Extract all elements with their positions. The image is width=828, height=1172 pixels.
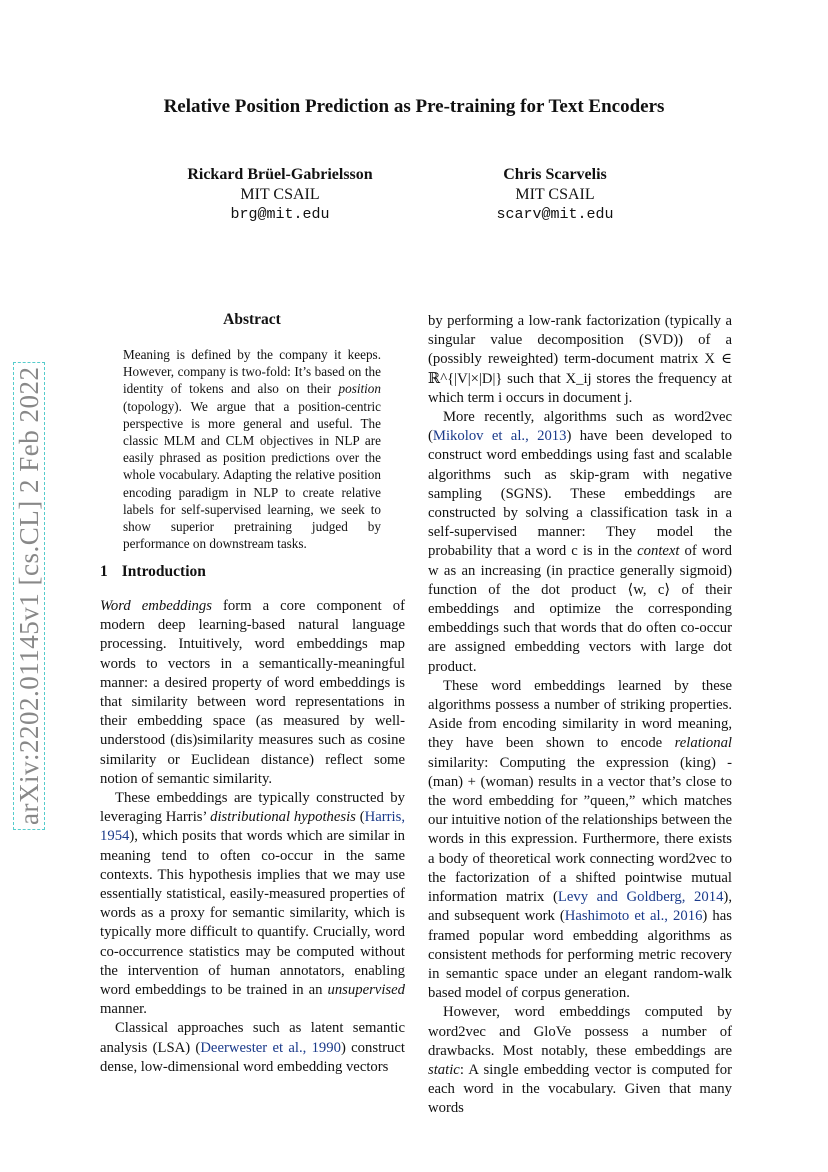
- arxiv-stamp-text: arXiv:2202.01145v1 [cs.CL] 2 Feb 2022: [13, 362, 45, 830]
- author-name: Chris Scarvelis: [503, 166, 607, 183]
- abstract-emphasis: position: [338, 381, 381, 397]
- author-email[interactable]: scarv@mit.edu: [496, 206, 614, 223]
- citation-link[interactable]: Mikolov et al., 2013: [432, 428, 567, 445]
- paragraph: [428, 408, 732, 677]
- paragraph: [100, 597, 405, 789]
- emphasis: Word embeddings: [100, 598, 212, 614]
- author-email[interactable]: brg@mit.edu: [230, 206, 330, 223]
- paragraph-text: ) construct dense, low-dimensional word embedding vectors: [100, 1039, 405, 1075]
- right-column: [428, 312, 732, 1119]
- paragraph-text: Classical approaches such as latent semantic analysis (LSA) (: [100, 1020, 405, 1056]
- section-number: 1: [100, 563, 108, 580]
- paragraph: [428, 1003, 732, 1118]
- paragraph: These embeddings are typically constructed by leveraging Harris’ distributional hypothesis (Harris, 1954), which posits that words which are similar in meaning tend to often co-occur in the same contexts. This hypothesis implies that we may use essentially statistical, easily-measured properties of words as a proxy for semantic similarity, which is typically more difficult to quantify. Crucially, word co-occurrence statistics may be computed without the intervention of human annotators, enabling word embeddings to be trained in an unsupervised manner.: [100, 790, 405, 1018]
- author-affiliation: MIT CSAIL: [515, 186, 595, 203]
- citation-link[interactable]: Levy and Goldberg, 2014: [557, 889, 724, 906]
- paragraph-text: ), and subsequent work (: [428, 889, 732, 925]
- paragraph: by performing a low-rank factorization (typically a singular value decomposition (SVD)) of a (possibly reweighted) term-document matrix X ∈ ℝ^{|V|×|D|} such that X_ij stores the frequency at which term i occurs in document j.: [428, 313, 732, 406]
- paragraph-text: ), which posits that words which are similar in meaning tend to often co-occur in the same contexts. This hypothesis implies that we may use essentially statistical, easily-measured properties of words as a proxy for semantic similarity, which is typically more difficult to quantify. Crucially, word co-occurrence statistics may be computed without the intervention of human annotators, enabling word embeddings to be trained in an: [100, 828, 405, 999]
- citation-link[interactable]: Deerwester et al., 1990: [200, 1039, 341, 1056]
- author-affiliation: MIT CSAIL: [240, 186, 320, 203]
- paper-title: Relative Position Prediction as Pre-training for Text Encoders: [163, 96, 665, 117]
- abstract-body: [123, 346, 381, 552]
- paragraph-text: ) has framed popular word embedding algorithms as consistent methods for performing metric recovery in semantic space under an elegant random-walk based model of corpus generation.: [428, 908, 732, 1002]
- paragraph-text: However, word embeddings computed by word2vec and GloVe possess a number of drawbacks. Most notably, these embeddings are: [428, 1004, 732, 1059]
- paragraph: [428, 677, 732, 1003]
- paragraph: [100, 1019, 405, 1077]
- paragraph-text: These word embeddings learned by these algorithms possess a number of striking properties. Aside from encoding similarity in word meaning, they have been shown to encode: [428, 677, 732, 752]
- paragraph-text: manner.: [100, 1001, 147, 1018]
- paragraph-text: similarity: Computing the expression (king) - (man) + (woman) results in a vector that’s close to the word embedding for ”queen,” which matches our intuitive notion of the relationships between the words in this expression. Furthermore, there exists a body of theoretical work connecting word2vec to the factorization of a shifted pointwise mutual information matrix (: [428, 754, 732, 906]
- paragraph-text: More recently, algorithms such as word2vec (: [428, 409, 732, 445]
- arxiv-stamp[interactable]: [14, 362, 45, 830]
- left-column: [100, 597, 405, 1077]
- paragraph-text: : A single embedding vector is computed for each word in the vocabulary. Given that many words: [428, 1061, 732, 1117]
- emphasis: distributional hypothesis: [210, 809, 356, 826]
- emphasis: relational: [674, 735, 732, 752]
- section-title: Introduction: [121, 563, 206, 580]
- author-block-1: [150, 165, 410, 225]
- emphasis: context: [637, 543, 680, 560]
- section-heading: [100, 563, 206, 581]
- author-name: Rickard Brüel-Gabrielsson: [187, 166, 373, 183]
- abstract-text-cont: (topology). We argue that a position-centric perspective is more general and useful. The classic MLM and CLM objectives in NLP are easily phrased as position predictions over the whole vocabulary. Adapting the relative position encoding paradigm in NLP to create relative labels for self-supervised learning, we seek to show superior pretraining judged by performance on downstream tasks.: [123, 398, 381, 552]
- emphasis: static: [428, 1061, 460, 1078]
- citation-link[interactable]: Harris, 1954: [100, 809, 405, 845]
- abstract-heading: Abstract: [223, 311, 281, 328]
- paragraph-text: ) have been developed to construct word embeddings using fast and scalable algorithms such as skip-gram with negative sampling (SGNS). These embeddings are constructed by solving a classification task in a self-supervised manner: They model the probability that a word c is in the: [428, 428, 733, 560]
- emphasis: unsupervised: [327, 982, 405, 999]
- abstract-text: Meaning is defined by the company it keeps. However, company is two-fold: It’s based on the identity of tokens and also on their: [123, 347, 381, 397]
- paragraph-text: form a core component of modern deep learning-based natural language processing. Intuitively, word embeddings map words to vectors in a semantically-meaningful manner: a desired property of word embeddings is that similarity between word representations in their embedding space (as measured by well-understood (dis)similarity measures such as cosine similarity or Euclidean distance) reflect some notion of semantic similarity.: [100, 598, 406, 787]
- paragraph-text: of word w as an increasing (in practice generally sigmoid) function of the dot product ⟨w, c⟩ of their embeddings and optimize the corresponding embeddings such that words that do often co-occur are assigned embedding vectors with large dot product.: [428, 543, 732, 675]
- paragraph-text: These embeddings are typically constructed by leveraging Harris’: [100, 790, 405, 826]
- author-block-2: [425, 165, 685, 225]
- citation-link[interactable]: Hashimoto et al., 2016: [564, 908, 703, 925]
